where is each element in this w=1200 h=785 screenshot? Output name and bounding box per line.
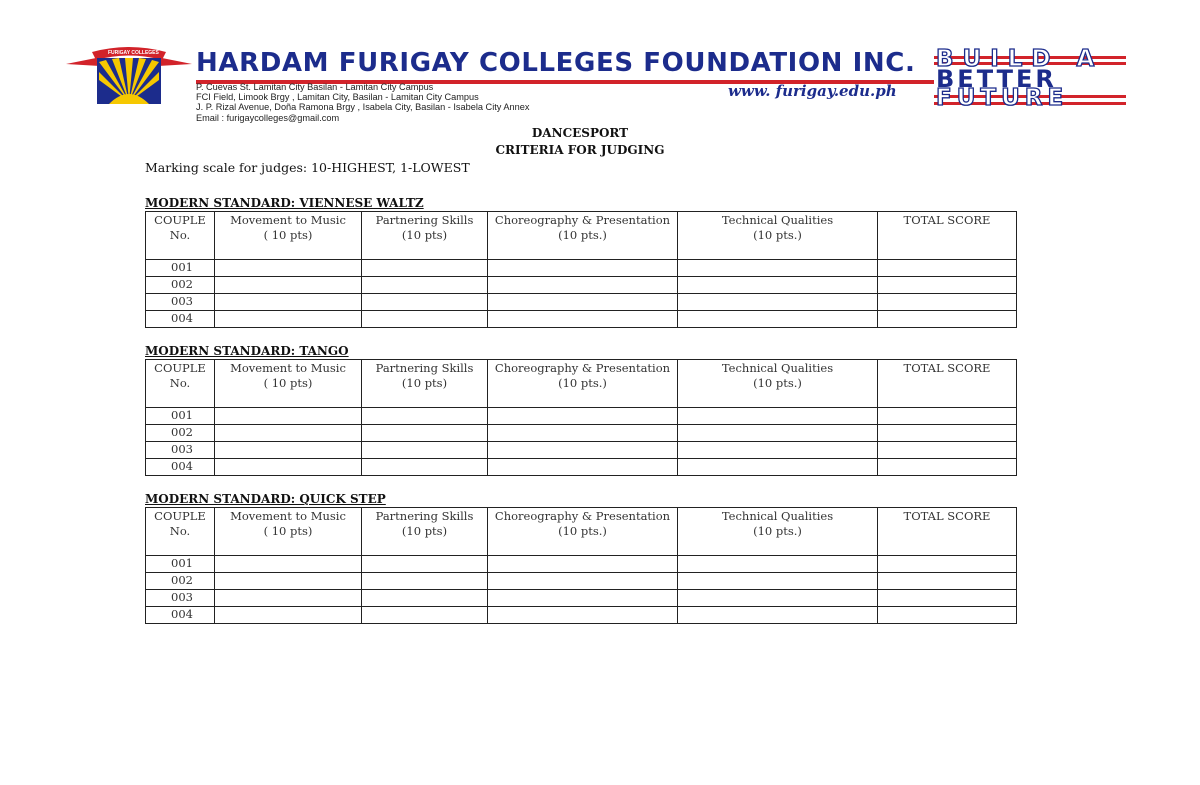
- column-header: [678, 212, 878, 260]
- score-cell[interactable]: [362, 408, 488, 425]
- column-label: Partnering Skills: [375, 213, 474, 227]
- column-label: Partnering Skills: [375, 509, 474, 523]
- table-row: [146, 459, 1017, 476]
- column-label: Movement to Music: [230, 361, 346, 375]
- score-cell[interactable]: [215, 408, 362, 425]
- header-row: [146, 360, 1017, 408]
- score-cell[interactable]: [362, 607, 488, 624]
- score-cell[interactable]: [362, 573, 488, 590]
- column-label: Movement to Music: [230, 509, 346, 523]
- table-row: [146, 573, 1017, 590]
- score-cell[interactable]: [215, 311, 362, 328]
- email-line: Email : furigaycolleges@gmail.com: [196, 112, 340, 123]
- score-cell[interactable]: [878, 260, 1017, 277]
- couple-number: 003: [146, 590, 215, 607]
- slogan-line: BETTER: [936, 65, 1057, 93]
- score-cell[interactable]: [488, 459, 678, 476]
- column-header: [215, 212, 362, 260]
- couple-number: 001: [146, 408, 215, 425]
- score-cell[interactable]: [878, 573, 1017, 590]
- logo-text: FURIGAY COLLEGES: [108, 50, 159, 56]
- column-label: Choreography & Presentation: [494, 509, 671, 523]
- column-header: [878, 508, 1017, 556]
- column-points: No.: [169, 524, 191, 538]
- score-cell[interactable]: [362, 556, 488, 573]
- column-label: Partnering Skills: [375, 361, 474, 375]
- score-cell[interactable]: [878, 442, 1017, 459]
- score-table: [145, 507, 1017, 624]
- score-cell[interactable]: [878, 556, 1017, 573]
- score-cell[interactable]: [215, 260, 362, 277]
- column-points: (10 pts): [401, 228, 448, 242]
- column-header: [146, 212, 215, 260]
- column-label: Movement to Music: [230, 213, 346, 227]
- column-label: TOTAL SCORE: [903, 361, 991, 375]
- header-row: [146, 508, 1017, 556]
- score-cell[interactable]: [488, 425, 678, 442]
- score-cell[interactable]: [488, 556, 678, 573]
- column-label: COUPLE: [154, 509, 206, 523]
- slogan: [934, 46, 1134, 111]
- column-label: Technical Qualities: [721, 509, 834, 523]
- column-points: ( 10 pts): [263, 228, 313, 242]
- score-table: [145, 211, 1017, 328]
- score-table: [145, 359, 1017, 476]
- score-cell[interactable]: [878, 311, 1017, 328]
- column-points: (10 pts.): [558, 376, 607, 390]
- column-header: [146, 508, 215, 556]
- couple-number: 003: [146, 294, 215, 311]
- letterhead: [66, 46, 1134, 123]
- table-row: [146, 311, 1017, 328]
- address-block: [196, 82, 529, 123]
- column-points: (10 pts.): [558, 228, 607, 242]
- couple-number: 001: [146, 260, 215, 277]
- column-label: Choreography & Presentation: [494, 213, 671, 227]
- column-header: [362, 360, 488, 408]
- score-cell[interactable]: [678, 459, 878, 476]
- couple-number: 004: [146, 311, 215, 328]
- score-cell[interactable]: [362, 294, 488, 311]
- institution-name: HARDAM FURIGAY COLLEGES FOUNDATION INC.: [196, 48, 916, 78]
- score-cell[interactable]: [678, 260, 878, 277]
- column-points: No.: [169, 228, 191, 242]
- score-cell[interactable]: [488, 590, 678, 607]
- column-header: [488, 212, 678, 260]
- table-row: [146, 556, 1017, 573]
- column-header: [488, 508, 678, 556]
- column-label: COUPLE: [154, 361, 206, 375]
- column-label: Technical Qualities: [721, 361, 834, 375]
- score-cell[interactable]: [362, 277, 488, 294]
- score-cell[interactable]: [878, 425, 1017, 442]
- column-header: [215, 360, 362, 408]
- couple-number: 002: [146, 573, 215, 590]
- column-header: [488, 360, 678, 408]
- score-cell[interactable]: [678, 556, 878, 573]
- column-points: (10 pts.): [558, 524, 607, 538]
- table-row: [146, 425, 1017, 442]
- column-label: TOTAL SCORE: [903, 213, 991, 227]
- table-row: [146, 408, 1017, 425]
- column-label: COUPLE: [154, 213, 206, 227]
- table-row: [146, 294, 1017, 311]
- score-cell[interactable]: [678, 573, 878, 590]
- score-cell[interactable]: [678, 277, 878, 294]
- column-header: [362, 508, 488, 556]
- score-cell[interactable]: [215, 607, 362, 624]
- couple-number: 003: [146, 442, 215, 459]
- column-points: (10 pts): [401, 376, 448, 390]
- score-cell[interactable]: [488, 442, 678, 459]
- score-cell[interactable]: [215, 590, 362, 607]
- column-points: No.: [169, 376, 191, 390]
- score-cell[interactable]: [362, 311, 488, 328]
- column-points: (10 pts.): [753, 376, 802, 390]
- slogan-line: BUILD A: [936, 46, 1104, 72]
- score-cell[interactable]: [678, 442, 878, 459]
- score-cell[interactable]: [878, 590, 1017, 607]
- score-cell[interactable]: [678, 607, 878, 624]
- document-subtitle: CRITERIA FOR JUDGING: [495, 143, 665, 157]
- column-header: [215, 508, 362, 556]
- score-cell[interactable]: [362, 459, 488, 476]
- document-title: DANCESPORT: [531, 126, 629, 140]
- address-line: FCI Field, Limook Brgy , Lamitan City, Basilan - Lamitan City Campus: [196, 92, 479, 103]
- score-cell[interactable]: [878, 408, 1017, 425]
- column-header: [878, 360, 1017, 408]
- table-row: [146, 607, 1017, 624]
- score-cell[interactable]: [362, 260, 488, 277]
- couple-number: 001: [146, 556, 215, 573]
- score-cell[interactable]: [215, 573, 362, 590]
- column-points: ( 10 pts): [263, 376, 313, 390]
- section-label: MODERN STANDARD: VIENNESE WALTZ: [145, 196, 424, 210]
- score-cell[interactable]: [678, 311, 878, 328]
- table-row: [146, 590, 1017, 607]
- score-cell[interactable]: [678, 408, 878, 425]
- score-cell[interactable]: [488, 277, 678, 294]
- column-header: [362, 212, 488, 260]
- score-cell[interactable]: [488, 260, 678, 277]
- column-points: ( 10 pts): [263, 524, 313, 538]
- score-cell[interactable]: [488, 294, 678, 311]
- score-cell[interactable]: [488, 607, 678, 624]
- table-row: [146, 277, 1017, 294]
- score-cell[interactable]: [362, 425, 488, 442]
- score-cell[interactable]: [488, 311, 678, 328]
- score-cell[interactable]: [878, 277, 1017, 294]
- score-cell[interactable]: [362, 442, 488, 459]
- score-cell[interactable]: [215, 459, 362, 476]
- column-header: [678, 508, 878, 556]
- column-label: Technical Qualities: [721, 213, 834, 227]
- address-line: J. P. Rizal Avenue, Doña Ramona Brgy , Isabela City, Basilan - Isabela City Annex: [196, 102, 530, 113]
- score-cell[interactable]: [678, 425, 878, 442]
- column-points: (10 pts): [401, 524, 448, 538]
- column-label: Choreography & Presentation: [494, 361, 671, 375]
- column-points: (10 pts.): [753, 228, 802, 242]
- column-label: TOTAL SCORE: [903, 509, 991, 523]
- address-line: P. Cuevas St. Lamitan City Basilan - Lamitan City Campus: [196, 82, 434, 92]
- column-header: [878, 212, 1017, 260]
- table-row: [146, 442, 1017, 459]
- score-cell[interactable]: [878, 459, 1017, 476]
- slogan-line: FUTURE: [936, 85, 1069, 111]
- score-cell[interactable]: [215, 442, 362, 459]
- score-cell[interactable]: [678, 590, 878, 607]
- couple-number: 004: [146, 459, 215, 476]
- score-cell[interactable]: [488, 573, 678, 590]
- score-cell[interactable]: [215, 277, 362, 294]
- score-cell[interactable]: [878, 607, 1017, 624]
- column-header: [146, 360, 215, 408]
- table-row: [146, 260, 1017, 277]
- header-row: [146, 212, 1017, 260]
- couple-number: 004: [146, 607, 215, 624]
- column-points: (10 pts.): [753, 524, 802, 538]
- marking-scale: Marking scale for judges: 10-HIGHEST, 1-LOWEST: [145, 160, 470, 175]
- couple-number: 002: [146, 425, 215, 442]
- section-label: MODERN STANDARD: TANGO: [145, 344, 349, 358]
- score-cell[interactable]: [362, 590, 488, 607]
- website-url: www. furigay.edu.ph: [728, 82, 897, 100]
- score-cell[interactable]: [215, 425, 362, 442]
- score-cell[interactable]: [678, 294, 878, 311]
- column-header: [678, 360, 878, 408]
- section-label: MODERN STANDARD: QUICK STEP: [145, 492, 386, 506]
- score-cell[interactable]: [878, 294, 1017, 311]
- score-cell[interactable]: [215, 556, 362, 573]
- couple-number: 002: [146, 277, 215, 294]
- score-cell[interactable]: [215, 294, 362, 311]
- score-cell[interactable]: [488, 408, 678, 425]
